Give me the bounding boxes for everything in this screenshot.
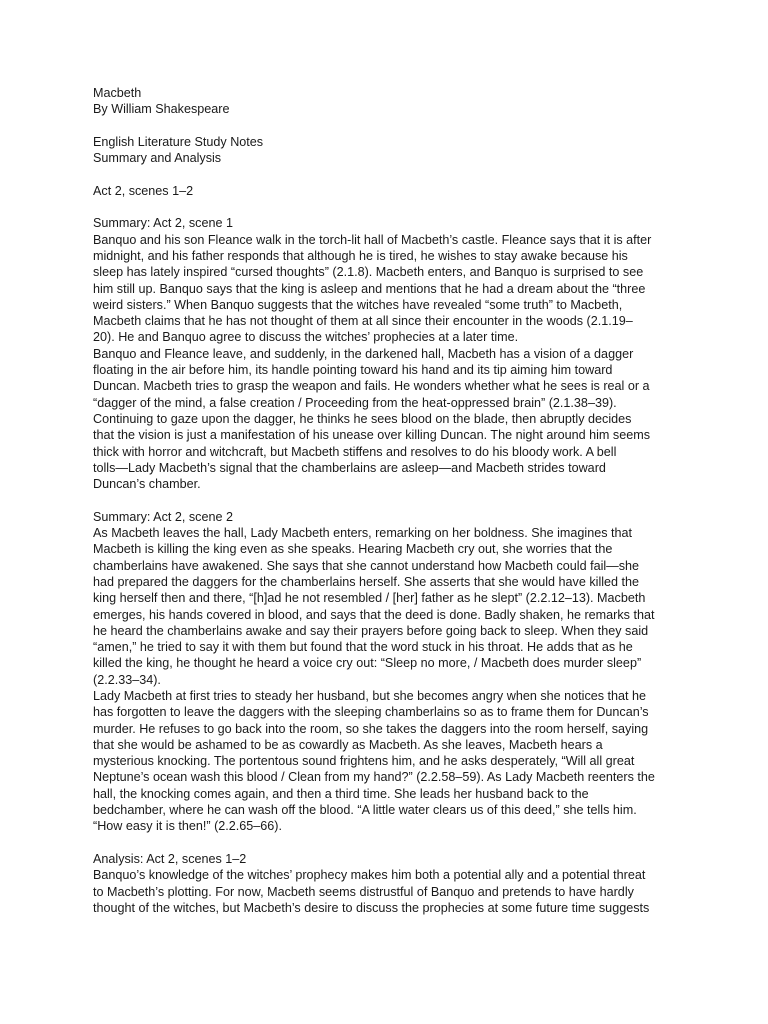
scene2-heading: Summary: Act 2, scene 2 [93, 509, 233, 524]
text-line: chamberlains have awakened. She says that she cannot understand how Macbeth could fail—she [93, 558, 640, 573]
analysis-heading: Analysis: Act 2, scenes 1–2 [93, 851, 247, 866]
text-line: 20). He and Banquo agree to discuss the witches’ prophecies at a later time. [93, 330, 519, 345]
text-line: Banquo and his son Fleance walk in the torch-lit hall of Macbeth’s castle. Fleance says that it is after [93, 232, 652, 247]
text-line: “amen,” he tried to say it with them but found that the word stuck in his throat. He adds that as he [93, 640, 633, 655]
notes-kind: Summary and Analysis [93, 151, 222, 166]
text-line: thick with horror and witchcraft, but Macbeth stiffens and resolves to do his bloody work. A bell [93, 444, 617, 459]
text-line: him still up. Banquo says that the king is asleep and mentions that he had a dream about the “three [93, 281, 646, 296]
text-line: that she would be ashamed to be as cowardly as Macbeth. As she leaves, Macbeth hears a [93, 737, 603, 752]
text-line: sleep has lately inspired “cursed thoughts” (2.1.8). Macbeth enters, and Banquo is surprised to see [93, 265, 644, 280]
text-line: hall, the knocking comes again, and then a third time. She leads her husband back to the [93, 786, 589, 801]
text-line: killed the king, he thought he heard a voice cry out: “Sleep no more, / Macbeth does murder sleep” [93, 656, 642, 671]
text-line: emerges, his hands covered in blood, and says that the deed is done. Badly shaken, he remarks that [93, 607, 655, 622]
text-line: Neptune’s ocean wash this blood / Clean from my hand?” (2.2.58–59). As Lady Macbeth reenters the [93, 770, 655, 785]
text-line: murder. He refuses to go back into the room, so she takes the daggers into the room herself, saying [93, 721, 649, 736]
text-line: has forgotten to leave the daggers with the sleeping chamberlains so as to frame them for Duncan’s [93, 705, 649, 720]
analysis-paragraph-1 [93, 867, 693, 916]
text-line: had prepared the daggers for the chamberlains herself. She asserts that she would have killed the [93, 574, 640, 589]
spacer [93, 118, 693, 134]
text-line: (2.2.33–34). [93, 672, 161, 687]
spacer [93, 166, 693, 182]
scene2-paragraph-1 [93, 525, 693, 688]
text-line: king herself then and there, “[h]ad he not resembled / [her] father as he slept” (2.2.12–13). Macbeth [93, 591, 646, 606]
text-line: floating in the air before him, its handle pointing toward his hand and its tip aiming him toward [93, 363, 613, 378]
text-line: Macbeth claims that he has not thought of them at all since their encounter in the woods (2.1.19– [93, 314, 633, 329]
spacer [93, 835, 693, 851]
text-line: Continuing to gaze upon the dagger, he thinks he sees blood on the blade, then abruptly decides [93, 411, 632, 426]
text-line: bedchamber, where he can wash off the blood. “A little water clears us of this deed,” she tells him. [93, 803, 637, 818]
text-line: Banquo and Fleance leave, and suddenly, in the darkened hall, Macbeth has a vision of a dagger [93, 346, 634, 361]
text-line: “How easy it is then!” (2.2.65–66). [93, 819, 282, 834]
text-line: thought of the witches, but Macbeth’s desire to discuss the prophecies at some future time suggests [93, 900, 650, 915]
text-line: mysterious knocking. The portentous sound frightens him, and he asks desperately, “Will all great [93, 754, 635, 769]
text-line: Banquo’s knowledge of the witches’ prophecy makes him both a potential ally and a potential threat [93, 868, 646, 883]
text-line: midnight, and his father responds that although he is tired, he wishes to stay awake because his [93, 248, 628, 263]
text-line: As Macbeth leaves the hall, Lady Macbeth enters, remarking on her boldness. She imagines that [93, 526, 633, 541]
text-line: Lady Macbeth at first tries to steady her husband, but she becomes angry when she notices that he [93, 688, 647, 703]
text-line: tolls—Lady Macbeth’s signal that the chamberlains are asleep—and Macbeth strides toward [93, 460, 606, 475]
text-line: “dagger of the mind, a false creation / Proceeding from the heat-oppressed brain” (2.1.38–39). [93, 395, 617, 410]
text-line: Duncan. Macbeth tries to grasp the weapon and fails. He wonders whether what he sees is real or a [93, 379, 650, 394]
scene1-paragraph-1 [93, 232, 693, 346]
scene1-heading: Summary: Act 2, scene 1 [93, 216, 233, 231]
document-author: By William Shakespeare [93, 102, 230, 117]
text-line: to Macbeth’s plotting. For now, Macbeth seems distrustful of Banquo and pretends to have hardly [93, 884, 634, 899]
document-title: Macbeth [93, 86, 142, 100]
scene2-paragraph-2 [93, 688, 693, 835]
document-page [93, 85, 693, 916]
text-line: that the vision is just a manifestation of his unease over killing Duncan. The night around him seems [93, 428, 650, 443]
text-line: Macbeth is killing the king even as she speaks. Hearing Macbeth cry out, she worries that the [93, 542, 613, 557]
spacer [93, 492, 693, 508]
section-title: Act 2, scenes 1–2 [93, 183, 194, 198]
course-label: English Literature Study Notes [93, 134, 264, 149]
spacer [93, 199, 693, 215]
text-line: weird sisters.” When Banquo suggests that the witches have revealed “some truth” to Macbeth, [93, 297, 623, 312]
text-line: he heard the chamberlains awake and say their prayers before going back to sleep. When they said [93, 623, 649, 638]
text-line: Duncan’s chamber. [93, 477, 201, 492]
scene1-paragraph-2 [93, 346, 693, 493]
